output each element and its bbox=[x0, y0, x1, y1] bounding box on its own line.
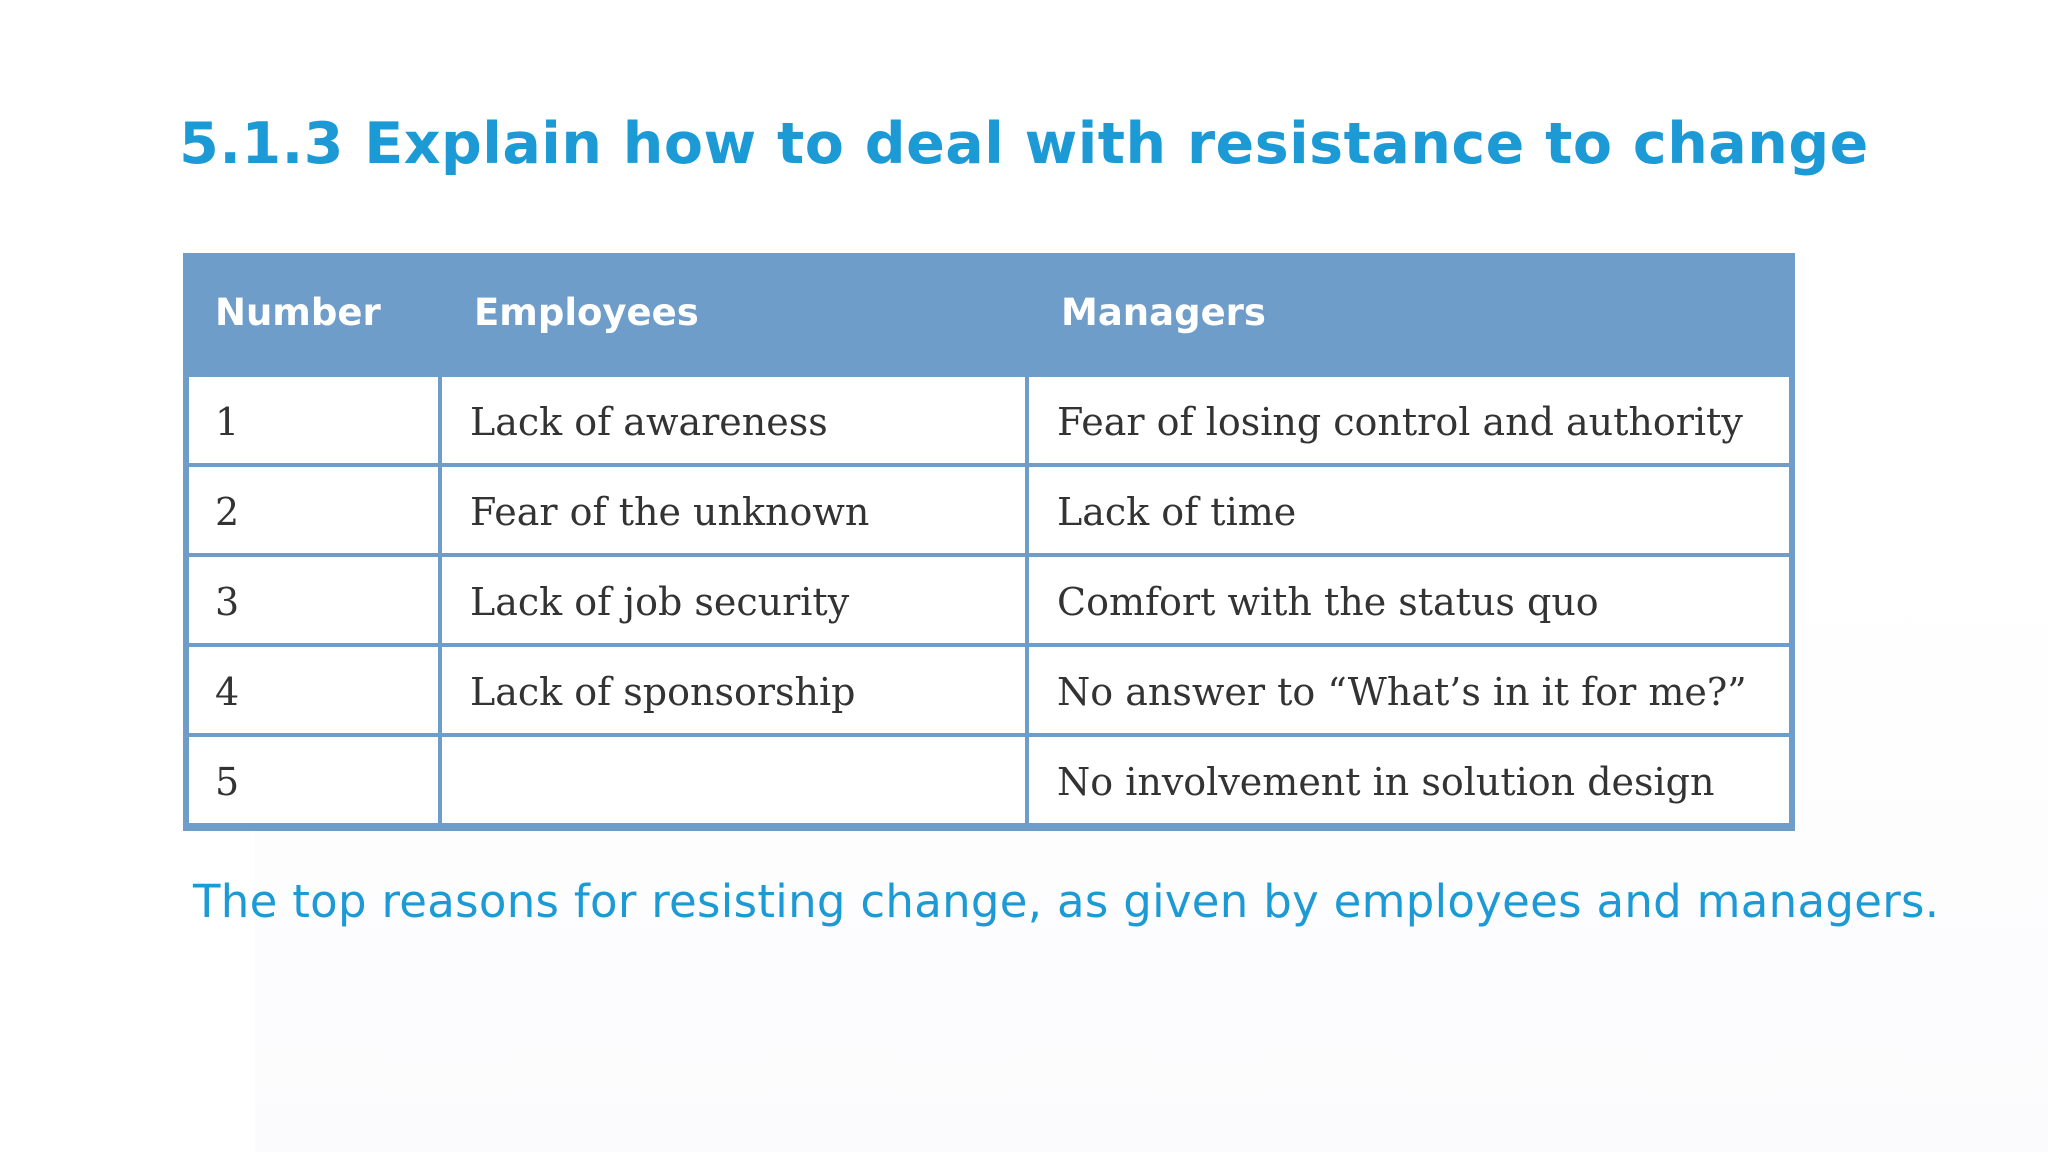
cell-managers: Fear of losing control and authority bbox=[1029, 377, 1795, 467]
table-row bbox=[183, 737, 1795, 827]
reasons-table-frame bbox=[183, 253, 1795, 831]
table-row bbox=[183, 557, 1795, 647]
cell-employees: Lack of job security bbox=[442, 557, 1029, 647]
table-row bbox=[183, 467, 1795, 557]
cell-employees: Fear of the unknown bbox=[442, 467, 1029, 557]
cell-number: 4 bbox=[183, 647, 442, 737]
cell-managers: Comfort with the status quo bbox=[1029, 557, 1795, 647]
cell-employees: Lack of sponsorship bbox=[442, 647, 1029, 737]
cell-managers: No answer to “What’s in it for me?” bbox=[1029, 647, 1795, 737]
reasons-table bbox=[183, 253, 1795, 827]
table-row bbox=[183, 647, 1795, 737]
header-managers: Managers bbox=[1061, 290, 1266, 334]
cell-managers: Lack of time bbox=[1029, 467, 1795, 557]
cell-employees bbox=[442, 737, 1029, 827]
cell-managers: No involvement in solution design bbox=[1029, 737, 1795, 827]
table-row bbox=[183, 377, 1795, 467]
cell-number: 1 bbox=[183, 377, 442, 467]
header-number: Number bbox=[215, 290, 381, 334]
cell-number: 5 bbox=[183, 737, 442, 827]
slide-title: 5.1.3 Explain how to deal with resistance to change bbox=[179, 111, 1869, 177]
header-employees: Employees bbox=[474, 290, 699, 334]
table-header-row bbox=[183, 253, 1795, 377]
table-caption: The top reasons for resisting change, as given by employees and managers. bbox=[193, 875, 1940, 928]
cell-number: 3 bbox=[183, 557, 442, 647]
cell-employees: Lack of awareness bbox=[442, 377, 1029, 467]
cell-number: 2 bbox=[183, 467, 442, 557]
